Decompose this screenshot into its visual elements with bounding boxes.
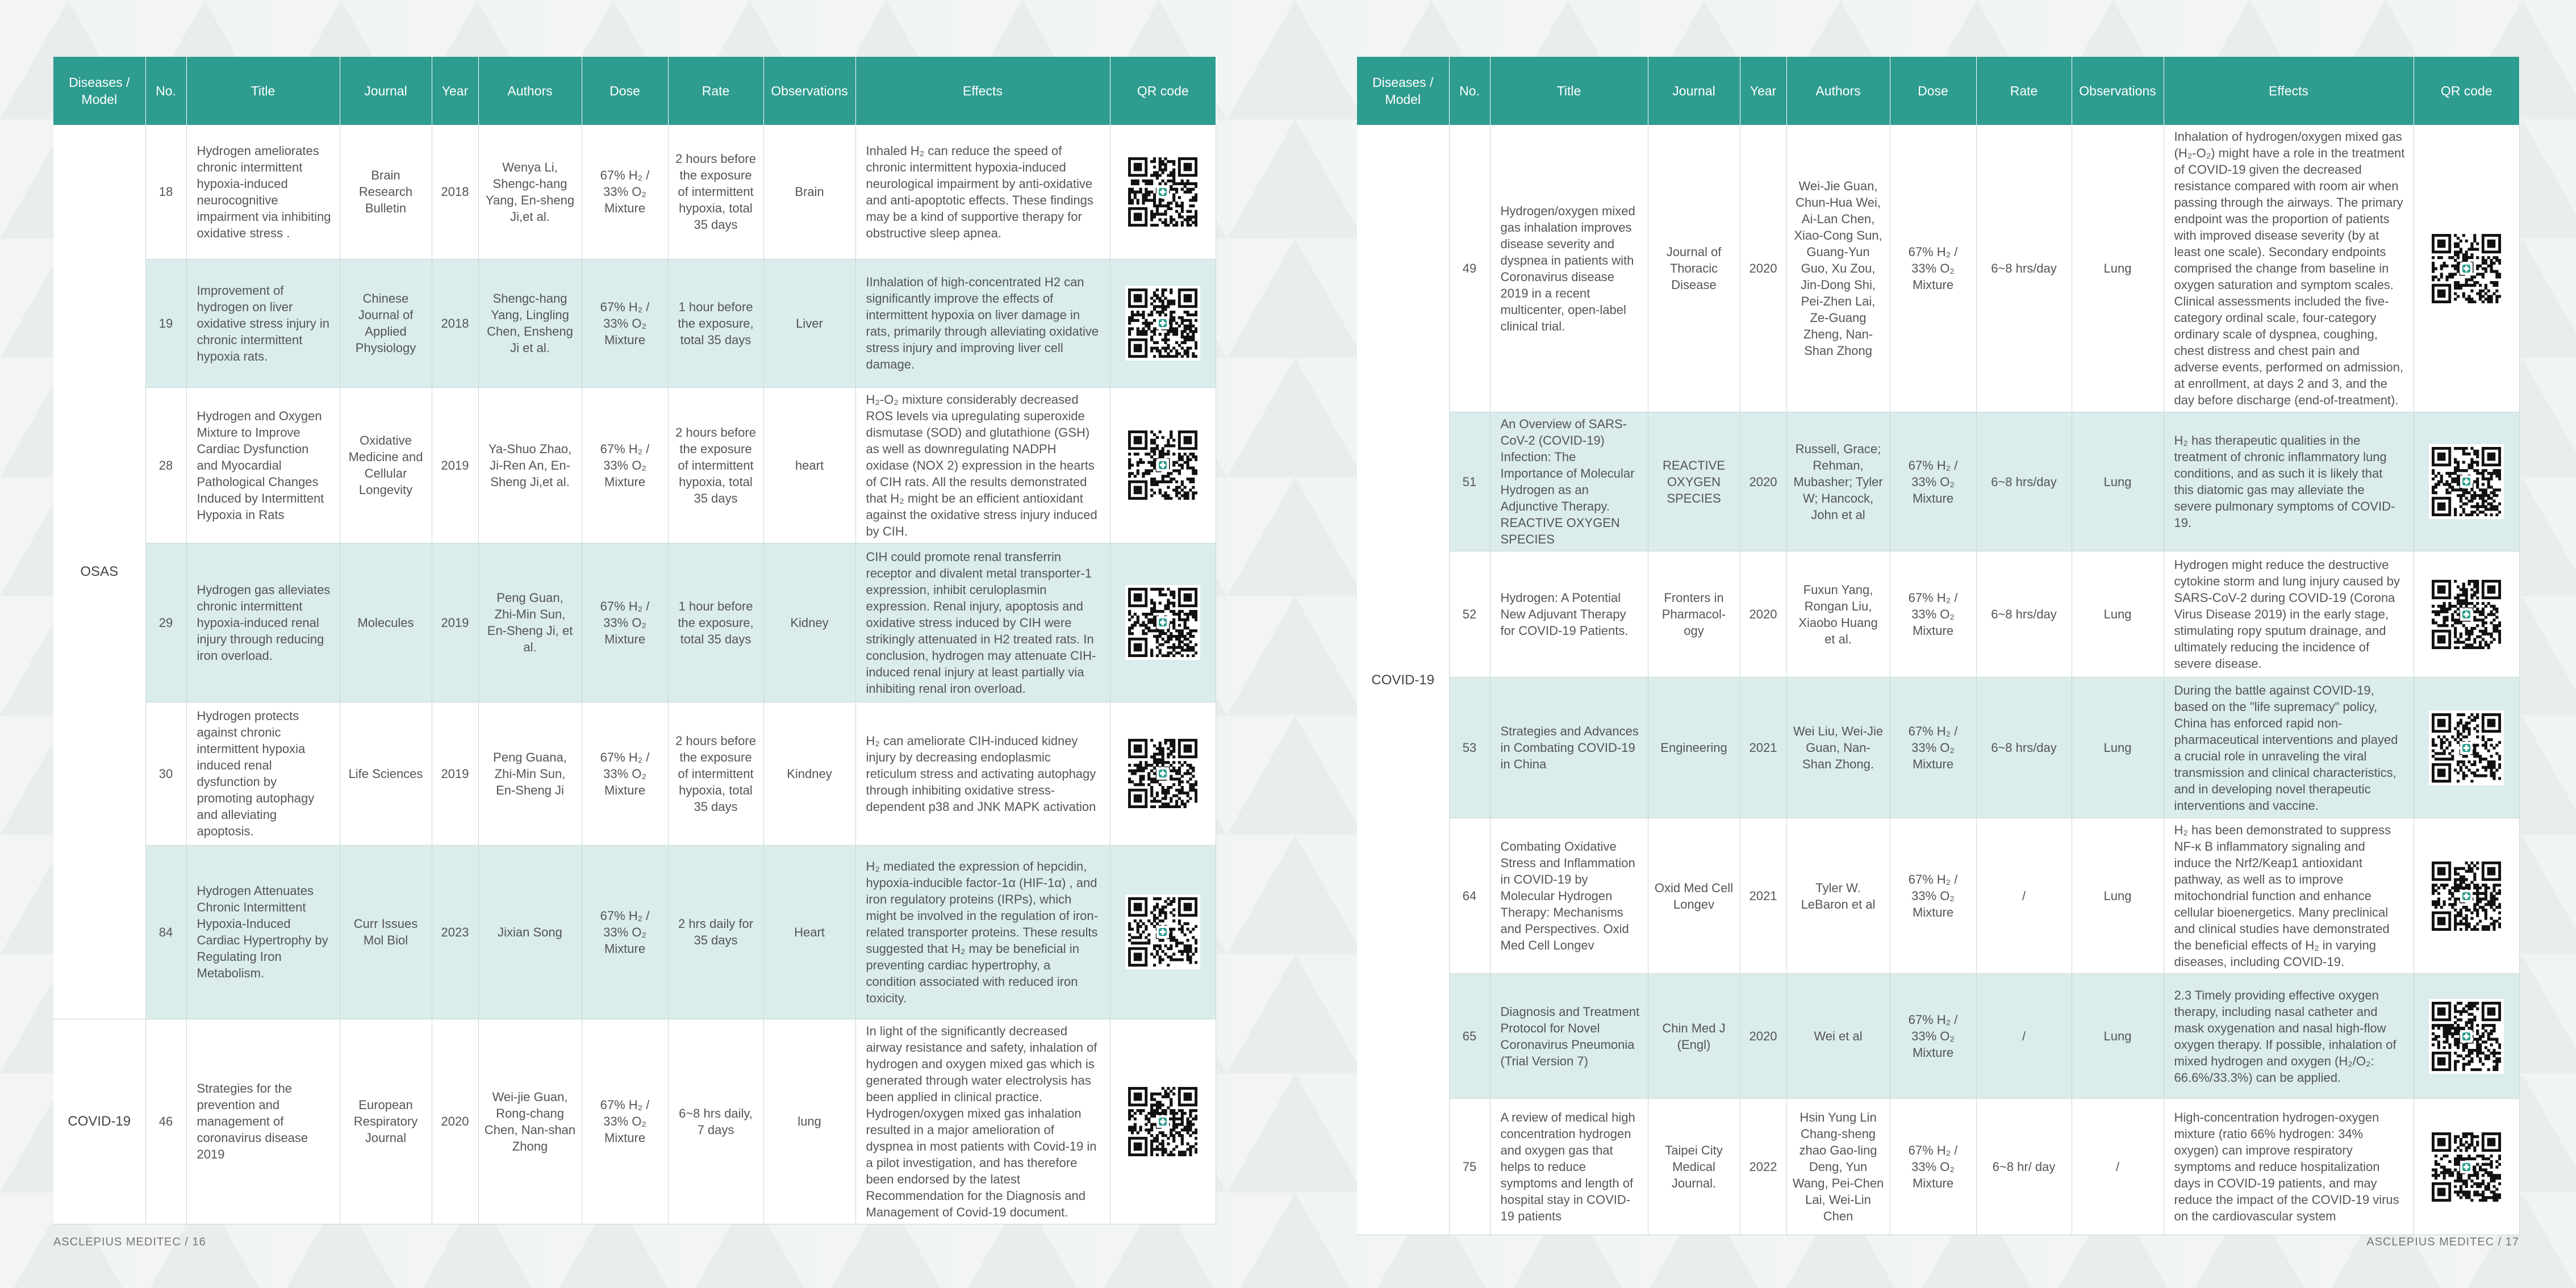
qr-code-icon[interactable] [2429, 444, 2504, 519]
publication-year-cell: 2021 [1740, 818, 1786, 974]
publication-year-cell: 2023 [432, 845, 478, 1019]
header-effects: Effects [2164, 57, 2414, 125]
qr-code-icon[interactable] [1125, 286, 1200, 361]
table-row [53, 543, 1216, 702]
row-number-cell: 29 [145, 543, 186, 702]
publication-year-cell: 2019 [432, 702, 478, 845]
dose-cell: 67% H₂ / 33% O₂ Mixture [1890, 1099, 1976, 1235]
qr-code-icon[interactable] [2429, 999, 2504, 1074]
qr-code-cell [1110, 845, 1216, 1019]
publication-year-cell: 2019 [432, 543, 478, 702]
authors-cell: Wenya Li, Shengc-hang Yang, En-sheng Ji,et al. [478, 125, 582, 259]
qr-code-cell [1110, 543, 1216, 702]
header-title: Title [186, 57, 340, 125]
publication-year-cell: 2018 [432, 259, 478, 387]
header-authors: Authors [1786, 57, 1890, 125]
header-effects: Effects [855, 57, 1110, 125]
publication-year-cell: 2019 [432, 387, 478, 543]
dose-cell: 67% H₂ / 33% O₂ Mixture [1890, 412, 1976, 551]
study-title-cell: Hydrogen protects against chronic intermittent hypoxia induced renal dysfunction by promoting autophagy and alleviating apoptosis. [186, 702, 340, 845]
study-title-cell: Strategies and Advances in Combating COVID-19 in China [1490, 678, 1648, 818]
study-title-cell: Combating Oxidative Stress and Inflammation in COVID-19 by Molecular Hydrogen Therapy: Mechanisms and Perspectives. Oxid Med Cell Longev [1490, 818, 1648, 974]
qr-code-cell [1110, 1019, 1216, 1224]
effects-cell: During the battle against COVID-19, based on the "life supremacy" policy, China has enforced rapid non-pharmaceutical interventions and played a crucial role in unraveling the viral transmission and clinical characteristics, and in developing novel therapeutic interventions and vaccine. [2164, 678, 2414, 818]
journal-name-cell: Life Sciences [340, 702, 432, 845]
disease-model-cell: OSAS [53, 125, 145, 1019]
row-number-cell: 53 [1449, 678, 1490, 818]
row-number-cell: 28 [145, 387, 186, 543]
journal-name-cell: Brain Research Bulletin [340, 125, 432, 259]
authors-cell: Fuxun Yang, Rongan Liu, Xiaobo Huang et al. [1786, 551, 1890, 678]
footer-page-number-right: ASCLEPIUS MEDITEC / 17 [2366, 1236, 2519, 1248]
authors-cell: Ya-Shuo Zhao, Ji-Ren An, En-Sheng Ji,et al. [478, 387, 582, 543]
table-row [1357, 974, 2519, 1099]
effects-cell: H₂ has therapeutic qualities in the treatment of chronic inflammatory lung conditions, and as such it is likely that this diatomic gas may alleviate the severe pulmonary symptoms of COVID-19. [2164, 412, 2414, 551]
observations-cell: / [2072, 1099, 2164, 1235]
table-row [1357, 551, 2519, 678]
rate-cell: / [1976, 818, 2072, 974]
dose-cell: 67% H₂ / 33% O₂ Mixture [1890, 551, 1976, 678]
effects-cell: Hydrogen might reduce the destructive cytokine storm and lung injury caused by SARS-CoV-2 during COVID-19 (Corona Virus Disease 2019) in the early stage, stimulating ropy sputum drainage, and ultimately reducing the incidence of severe disease. [2164, 551, 2414, 678]
journal-name-cell: Fronters in Pharmacol-ogy [1648, 551, 1740, 678]
table-row [1357, 818, 2519, 974]
qr-code-icon[interactable] [1125, 894, 1200, 969]
table-row [53, 845, 1216, 1019]
rate-cell: 2 hours before the exposure of intermittent hypoxia, total 35 days [668, 125, 763, 259]
rate-cell: 6~8 hrs/day [1976, 551, 2072, 678]
rate-cell: 1 hour before the exposure, total 35 days [668, 259, 763, 387]
right-page [1357, 57, 2519, 1235]
dose-cell: 67% H₂ / 33% O₂ Mixture [582, 702, 668, 845]
table-row [1357, 678, 2519, 818]
studies-table-right [1357, 57, 2520, 1235]
table-row [1357, 125, 2519, 412]
effects-cell: CIH could promote renal transferrin receptor and divalent metal transporter-1 expression, inhibit ceruloplasmin expression. Renal injury, apoptosis and oxidative stress induced by CIH were strikingly attenuated in H2 treated rats. In conclusion, hydrogen may attenuate CIH-induced renal injury at least partially via inhibiting renal iron overload. [855, 543, 1110, 702]
effects-cell: H₂ can ameliorate CIH-induced kidney injury by decreasing endoplasmic reticulum stress and activating autophagy through inhibiting oxidative stress-dependent p38 and JNK MAPK activation [855, 702, 1110, 845]
row-number-cell: 30 [145, 702, 186, 845]
rate-cell: 6~8 hrs/day [1976, 678, 2072, 818]
journal-name-cell: Oxidative Medicine and Cellular Longevity [340, 387, 432, 543]
effects-cell: High-concentration hydrogen-oxygen mixture (ratio 66% hydrogen: 34% oxygen) can improve respiratory symptoms and reduce hospitalization days in COVID-19 patients, and may reduce the impact of the COVID-19 virus on the cardiovascular system [2164, 1099, 2414, 1235]
dose-cell: 67% H₂ / 33% O₂ Mixture [1890, 125, 1976, 412]
effects-cell: 2.3 Timely providing effective oxygen therapy, including nasal catheter and mask oxygenation and nasal high-flow oxygen therapy. If possible, inhalation of mixed hydrogen and oxygen (H₂/O₂: 66.6%/33.3%) can be applied. [2164, 974, 2414, 1099]
header-dose: Dose [582, 57, 668, 125]
row-number-cell: 52 [1449, 551, 1490, 678]
effects-cell: Inhalation of hydrogen/oxygen mixed gas (H₂-O₂) might have a role in the treatment of COVID-19 given the decreased resistance compared with room air when passing through the airways. The primary endpoint was the proportion of patients with improved disease severity (by at least one scale). Secondary endpoints comprised the change from baseline in oxygen saturation and symptom scales. Clinical assessments included the five-category ordinal scale, four-category ordinary scale of dyspnea, coughing, chest distress and chest pain and adverse events, performed on admission, at enrollment, at days 2 and 3, and the day before discharge (end-of-treatment). [2164, 125, 2414, 412]
effects-cell: H₂ mediated the expression of hepcidin, hypoxia-inducible factor-1α (HIF-1α) , and iron regulatory proteins (IRPs), which might be involved in the regulation of iron-related transporter proteins. These results suggested that H₂ may be beneficial in preventing cardiac hypertrophy, a condition associated with reduced iron toxicity. [855, 845, 1110, 1019]
study-title-cell: Hydrogen/oxygen mixed gas inhalation improves disease severity and dyspnea in patients with Coronavirus disease 2019 in a recent multicenter, open-label clinical trial. [1490, 125, 1648, 412]
observations-cell: heart [763, 387, 855, 543]
row-number-cell: 65 [1449, 974, 1490, 1099]
publication-year-cell: 2020 [1740, 551, 1786, 678]
journal-name-cell: Chinese Journal of Applied Physiology [340, 259, 432, 387]
header-qr-code: QR code [2414, 57, 2519, 125]
footer-page-number-left: ASCLEPIUS MEDITEC / 16 [53, 1236, 206, 1248]
qr-code-icon[interactable] [2429, 231, 2504, 306]
dose-cell: 67% H₂ / 33% O₂ Mixture [1890, 678, 1976, 818]
authors-cell: Wei-Jie Guan, Chun-Hua Wei, Ai-Lan Chen, Xiao-Cong Sun, Guang-Yun Guo, Xu Zou, Jin-Dong Shi, Pei-Zhen Lai, Ze-Guang Zheng, Nan-Shan Zhong [1786, 125, 1890, 412]
observations-cell: Kindney [763, 702, 855, 845]
table-row [1357, 412, 2519, 551]
header-rate: Rate [668, 57, 763, 125]
observations-cell: Lung [2072, 551, 2164, 678]
row-number-cell: 49 [1449, 125, 1490, 412]
header-year: Year [432, 57, 478, 125]
qr-code-icon[interactable] [1125, 1084, 1200, 1159]
journal-name-cell: Taipei City Medical Journal. [1648, 1099, 1740, 1235]
publication-year-cell: 2020 [1740, 974, 1786, 1099]
study-title-cell: Hydrogen and Oxygen Mixture to Improve Cardiac Dysfunction and Myocardial Pathological Changes Induced by Intermittent Hypoxia in Rats [186, 387, 340, 543]
study-title-cell: An Overview of SARS-CoV-2 (COVID-19) Infection: The Importance of Molecular Hydrogen as an Adjunctive Therapy. REACTIVE OXYGEN SPECIES [1490, 412, 1648, 551]
authors-cell: Jixian Song [478, 845, 582, 1019]
observations-cell: Liver [763, 259, 855, 387]
dose-cell: 67% H₂ / 33% O₂ Mixture [1890, 974, 1976, 1099]
table-row [53, 702, 1216, 845]
journal-name-cell: Oxid Med Cell Longev [1648, 818, 1740, 974]
row-number-cell: 51 [1449, 412, 1490, 551]
observations-cell: Lung [2072, 974, 2164, 1099]
disease-model-cell: COVID-19 [53, 1019, 145, 1224]
header-journal: Journal [340, 57, 432, 125]
dose-cell: 67% H₂ / 33% O₂ Mixture [582, 125, 668, 259]
left-page [53, 57, 1216, 1224]
publication-year-cell: 2020 [1740, 125, 1786, 412]
row-number-cell: 18 [145, 125, 186, 259]
dose-cell: 67% H₂ / 33% O₂ Mixture [582, 259, 668, 387]
publication-year-cell: 2018 [432, 125, 478, 259]
header-rate: Rate [1976, 57, 2072, 125]
disease-model-cell: COVID-19 [1357, 125, 1449, 1235]
rate-cell: 6~8 hrs/day [1976, 125, 2072, 412]
effects-cell: Inhaled H₂ can reduce the speed of chronic intermittent hypoxia-induced neurological impairment by anti-oxidative and anti-apoptotic effects. These findings may be a kind of supportive therapy for obstructive sleep apnea. [855, 125, 1110, 259]
observations-cell: Brain [763, 125, 855, 259]
journal-name-cell: REACTIVE OXYGEN SPECIES [1648, 412, 1740, 551]
header-title: Title [1490, 57, 1648, 125]
observations-cell: Kidney [763, 543, 855, 702]
table-row [53, 1019, 1216, 1224]
header-qr-code: QR code [1110, 57, 1216, 125]
rate-cell: 2 hours before the exposure of intermittent hypoxia, total 35 days [668, 702, 763, 845]
journal-name-cell: Chin Med J (Engl) [1648, 974, 1740, 1099]
header-observations: Observations [2072, 57, 2164, 125]
journal-name-cell: Journal of Thoracic Disease [1648, 125, 1740, 412]
qr-code-cell [2414, 125, 2519, 412]
study-title-cell: Hydrogen Attenuates Chronic Intermittent Hypoxia-Induced Cardiac Hypertrophy by Regulating Iron Metabolism. [186, 845, 340, 1019]
publication-year-cell: 2020 [1740, 412, 1786, 551]
authors-cell: Peng Guana, Zhi-Min Sun, En-Sheng Ji [478, 702, 582, 845]
dose-cell: 67% H₂ / 33% O₂ Mixture [582, 387, 668, 543]
effects-cell: IInhalation of high-concentrated H2 can significantly improve the effects of intermittent hypoxia on liver damage in rats, primarily through alleviating oxidative stress injury and improving liver cell damage. [855, 259, 1110, 387]
authors-cell: Shengc-hang Yang, Lingling Chen, Ensheng Ji et al. [478, 259, 582, 387]
effects-cell: H₂ has been demonstrated to suppress NF-κ B inflammatory signaling and induce the Nrf2/Keap1 antioxidant pathway, as well as to improve mitochondrial function and enhance cellular bioenergetics. Many preclinical and clinical studies have demonstrated the beneficial effects of H₂ in varying diseases, including COVID-19. [2164, 818, 2414, 974]
authors-cell: Wei-jie Guan, Rong-chang Chen, Nan-shan Zhong [478, 1019, 582, 1224]
header-authors: Authors [478, 57, 582, 125]
dose-cell: 67% H₂ / 33% O₂ Mixture [1890, 818, 1976, 974]
dose-cell: 67% H₂ / 33% O₂ Mixture [582, 845, 668, 1019]
qr-code-cell [2414, 1099, 2519, 1235]
observations-cell: Lung [2072, 678, 2164, 818]
qr-code-icon[interactable] [2429, 577, 2504, 652]
study-title-cell: Hydrogen: A Potential New Adjuvant Therapy for COVID-19 Patients. [1490, 551, 1648, 678]
table-row [53, 387, 1216, 543]
qr-code-cell [2414, 412, 2519, 551]
header-diseases-model: Diseases / Model [53, 57, 145, 125]
qr-code-cell [2414, 678, 2519, 818]
qr-code-icon[interactable] [1125, 154, 1200, 229]
row-number-cell: 64 [1449, 818, 1490, 974]
journal-name-cell: Engineering [1648, 678, 1740, 818]
header-journal: Journal [1648, 57, 1740, 125]
row-number-cell: 46 [145, 1019, 186, 1224]
rate-cell: 1 hour before the exposure, total 35 days [668, 543, 763, 702]
qr-code-cell [1110, 125, 1216, 259]
study-title-cell: Improvement of hydrogen on liver oxidative stress injury in chronic intermittent hypoxia rats. [186, 259, 340, 387]
header-observations: Observations [763, 57, 855, 125]
publication-year-cell: 2022 [1740, 1099, 1786, 1235]
qr-code-cell [1110, 259, 1216, 387]
dose-cell: 67% H₂ / 33% O₂ Mixture [582, 1019, 668, 1224]
header-year: Year [1740, 57, 1786, 125]
row-number-cell: 19 [145, 259, 186, 387]
qr-code-cell [1110, 702, 1216, 845]
qr-code-icon[interactable] [1125, 585, 1200, 660]
publication-year-cell: 2021 [1740, 678, 1786, 818]
effects-cell: H₂-O₂ mixture considerably decreased ROS levels via upregulating superoxide dismutase (SOD) and glutathione (GSH) as well as downregulating NADPH oxidase (NOX 2) expression in the hearts of CIH rats. All the results demonstrated that H₂ might be an efficient antioxidant against the oxidative stress injury induced by CIH. [855, 387, 1110, 543]
qr-code-cell [2414, 551, 2519, 678]
authors-cell: Wei Liu, Wei-Jie Guan, Nan-Shan Zhong. [1786, 678, 1890, 818]
authors-cell: Tyler W. LeBaron et al [1786, 818, 1890, 974]
studies-table-left [53, 57, 1216, 1224]
qr-code-icon[interactable] [1125, 736, 1200, 811]
authors-cell: Russell, Grace; Rehman, Mubasher; Tyler W; Hancock, John et al [1786, 412, 1890, 551]
rate-cell: 6~8 hrs/day [1976, 412, 2072, 551]
observations-cell: Heart [763, 845, 855, 1019]
study-title-cell: Hydrogen gas alleviates chronic intermittent hypoxia-induced renal injury through reducing iron overload. [186, 543, 340, 702]
qr-code-cell [1110, 387, 1216, 543]
qr-code-icon[interactable] [2429, 859, 2504, 934]
rate-cell: 6~8 hr/ day [1976, 1099, 2072, 1235]
effects-cell: In light of the significantly decreased airway resistance and safety, inhalation of hydrogen and oxygen mixed gas which is generated through water electrolysis has been applied in clinical practice. Hydrogen/oxygen mixed gas inhalation resulted in a major amelioration of dyspnea in most patients with Covid-19 in a pilot investigation, and has therefore been endorsed by the latest Recommendation for the Diagnosis and Management of Covid-19 document. [855, 1019, 1110, 1224]
rate-cell: / [1976, 974, 2072, 1099]
rate-cell: 6~8 hrs daily, 7 days [668, 1019, 763, 1224]
study-title-cell: Hydrogen ameliorates chronic intermittent hypoxia-induced neurocognitive impairment via inhibiting oxidative stress . [186, 125, 340, 259]
observations-cell: Lung [2072, 412, 2164, 551]
authors-cell: Peng Guan, Zhi-Min Sun, En-Sheng Ji, et al. [478, 543, 582, 702]
rate-cell: 2 hours before the exposure of intermittent hypoxia, total 35 days [668, 387, 763, 543]
study-title-cell: Strategies for the prevention and management of coronavirus disease 2019 [186, 1019, 340, 1224]
journal-name-cell: Curr Issues Mol Biol [340, 845, 432, 1019]
header-no: No. [1449, 57, 1490, 125]
study-title-cell: Diagnosis and Treatment Protocol for Novel Coronavirus Pneumonia (Trial Version 7) [1490, 974, 1648, 1099]
qr-code-icon[interactable] [2429, 710, 2504, 785]
row-number-cell: 75 [1449, 1099, 1490, 1235]
table-header-row [1357, 57, 2519, 125]
table-header-row [53, 57, 1216, 125]
authors-cell: Wei et al [1786, 974, 1890, 1099]
observations-cell: lung [763, 1019, 855, 1224]
authors-cell: Hsin Yung Lin Chang-sheng zhao Gao-ling Deng, Yun Wang, Pei-Chen Lai, Wei-Lin Chen [1786, 1099, 1890, 1235]
qr-code-icon[interactable] [2429, 1130, 2504, 1205]
qr-code-cell [2414, 818, 2519, 974]
qr-code-icon[interactable] [1125, 428, 1200, 503]
header-dose: Dose [1890, 57, 1976, 125]
qr-code-cell [2414, 974, 2519, 1099]
observations-cell: Lung [2072, 125, 2164, 412]
table-row [53, 259, 1216, 387]
row-number-cell: 84 [145, 845, 186, 1019]
rate-cell: 2 hrs daily for 35 days [668, 845, 763, 1019]
table-row [53, 125, 1216, 259]
header-no: No. [145, 57, 186, 125]
journal-name-cell: European Respiratory Journal [340, 1019, 432, 1224]
header-diseases-model: Diseases / Model [1357, 57, 1449, 125]
observations-cell: Lung [2072, 818, 2164, 974]
publication-year-cell: 2020 [432, 1019, 478, 1224]
journal-name-cell: Molecules [340, 543, 432, 702]
table-row [1357, 1099, 2519, 1235]
study-title-cell: A review of medical high concentration hydrogen and oxygen gas that helps to reduce symptoms and length of hospital stay in COVID-19 patients [1490, 1099, 1648, 1235]
dose-cell: 67% H₂ / 33% O₂ Mixture [582, 543, 668, 702]
